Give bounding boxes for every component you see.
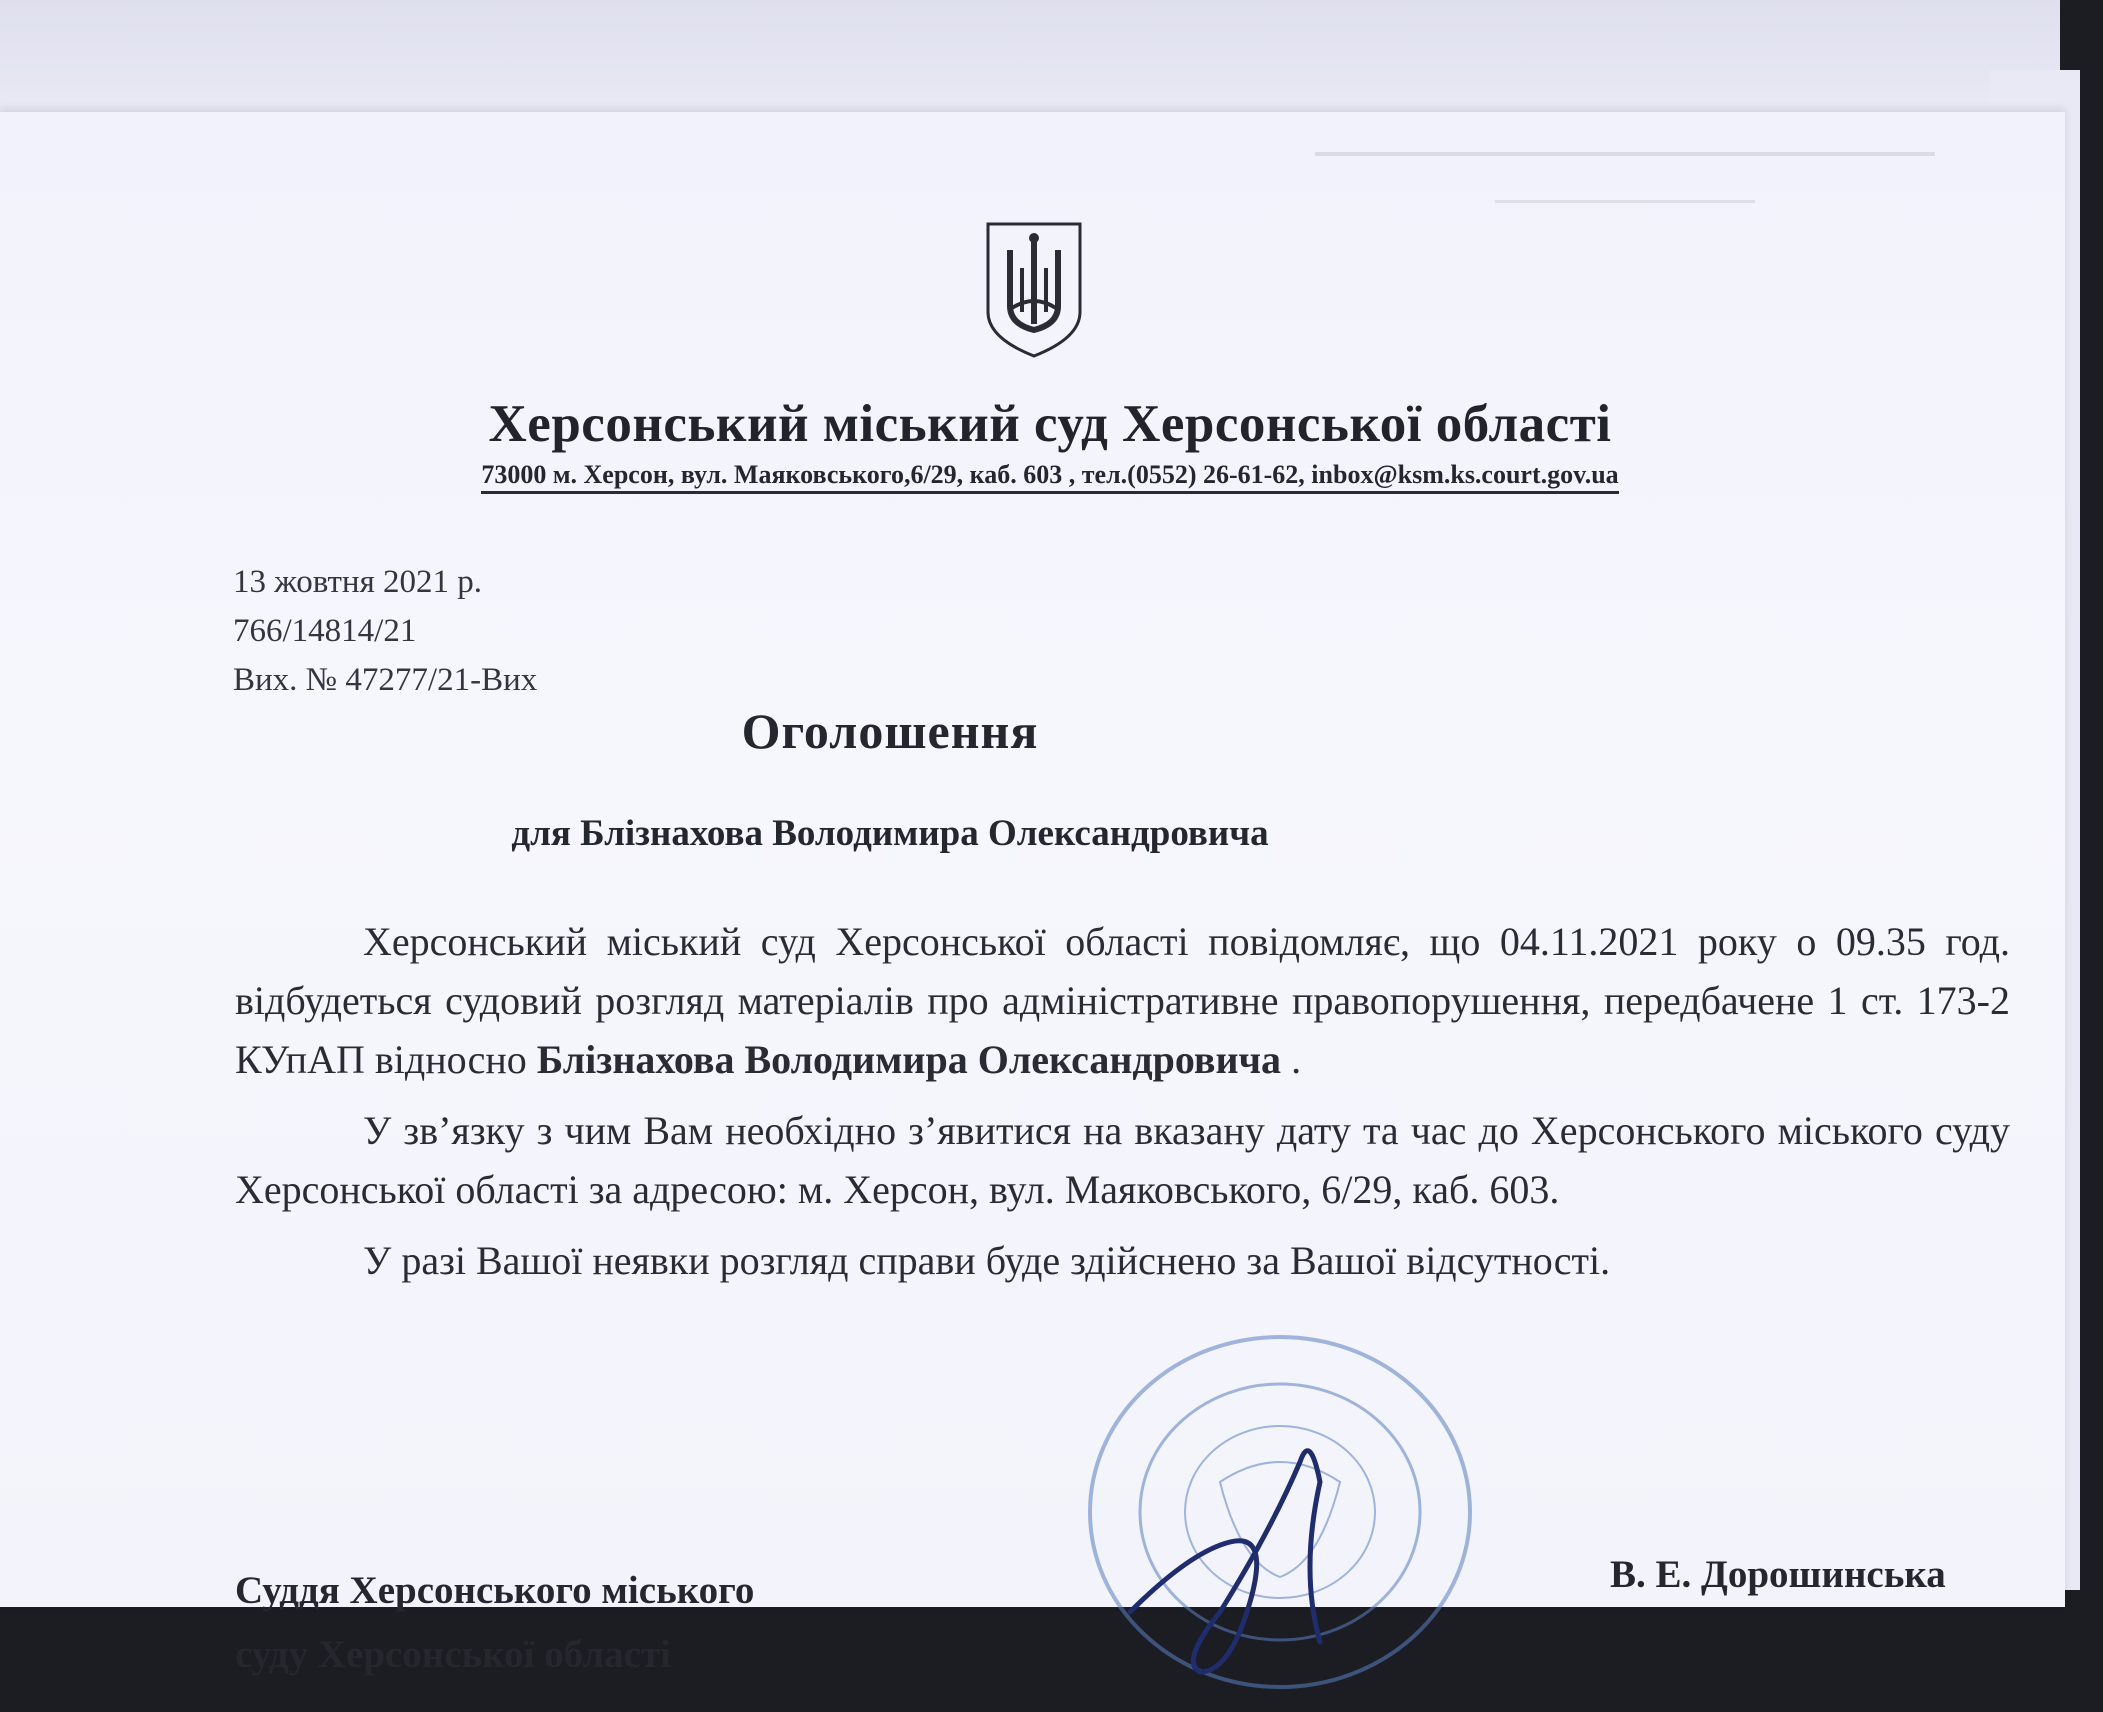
court-address-text: 73000 м. Херсон, вул. Маяковського,6/29, каб. 603 , тел.(0552) 26-61-62, inbox@ksm.ks.court.gov.ua [481,460,1618,494]
notice-title: Оголошення [741,703,1039,759]
judge-position-line-1: Суддя Херсонського міського [235,1569,755,1612]
paragraph-absence: У разі Вашої неявки розгляд справи буде здійснено за Вашої відсутності. [363,1238,1611,1283]
document-date: 13 жовтня 2021 р. [233,564,482,600]
judge-position-line-2: суду Херсонської області [235,1633,671,1676]
court-address [0,460,2100,490]
outgoing-number: Вих. № 47277/21-Вих [233,662,538,698]
court-name-heading: Херсонський міський суд Херсонської області [488,395,1612,453]
background-sheet [0,0,2060,125]
coat-of-arms-icon [982,220,1086,360]
notice-recipient: для Блізнахова Володимира Олександровича [511,813,1269,854]
defendant-name: Блізнахова Володимира Олександровича [536,1037,1282,1082]
case-number: 766/14814/21 [233,613,417,649]
judge-position [235,1559,754,1687]
judge-name: В. Е. Дорошинська [1610,1553,1946,1596]
paragraph-hearing-end: . [1281,1037,1302,1082]
court-seal-stamp [1070,1312,1490,1712]
document-page [0,112,2065,1676]
document-meta [233,558,537,705]
notice-body [235,912,2010,1290]
paragraph-appearance: У зв’язку з чим Вам необхідно з’явитися на вказану дату та час до Херсонського міського суду Херсонської області за адресою: м. Херсон, вул. Маяковського, 6/29, каб. 603. [235,1108,2010,1212]
paragraph-hearing-text: Херсонський міський суд Херсонської області повідомляє, що 04.11.2021 року о 09.35 год. відбудеться судовий розгляд матеріалів про адміністративне правопорушення, передбачене 1 ст. 173-2 КУпАП відносно [235,919,2010,1082]
bleed-through-text [1300,122,1950,242]
paragraph-hearing [235,912,2010,1089]
